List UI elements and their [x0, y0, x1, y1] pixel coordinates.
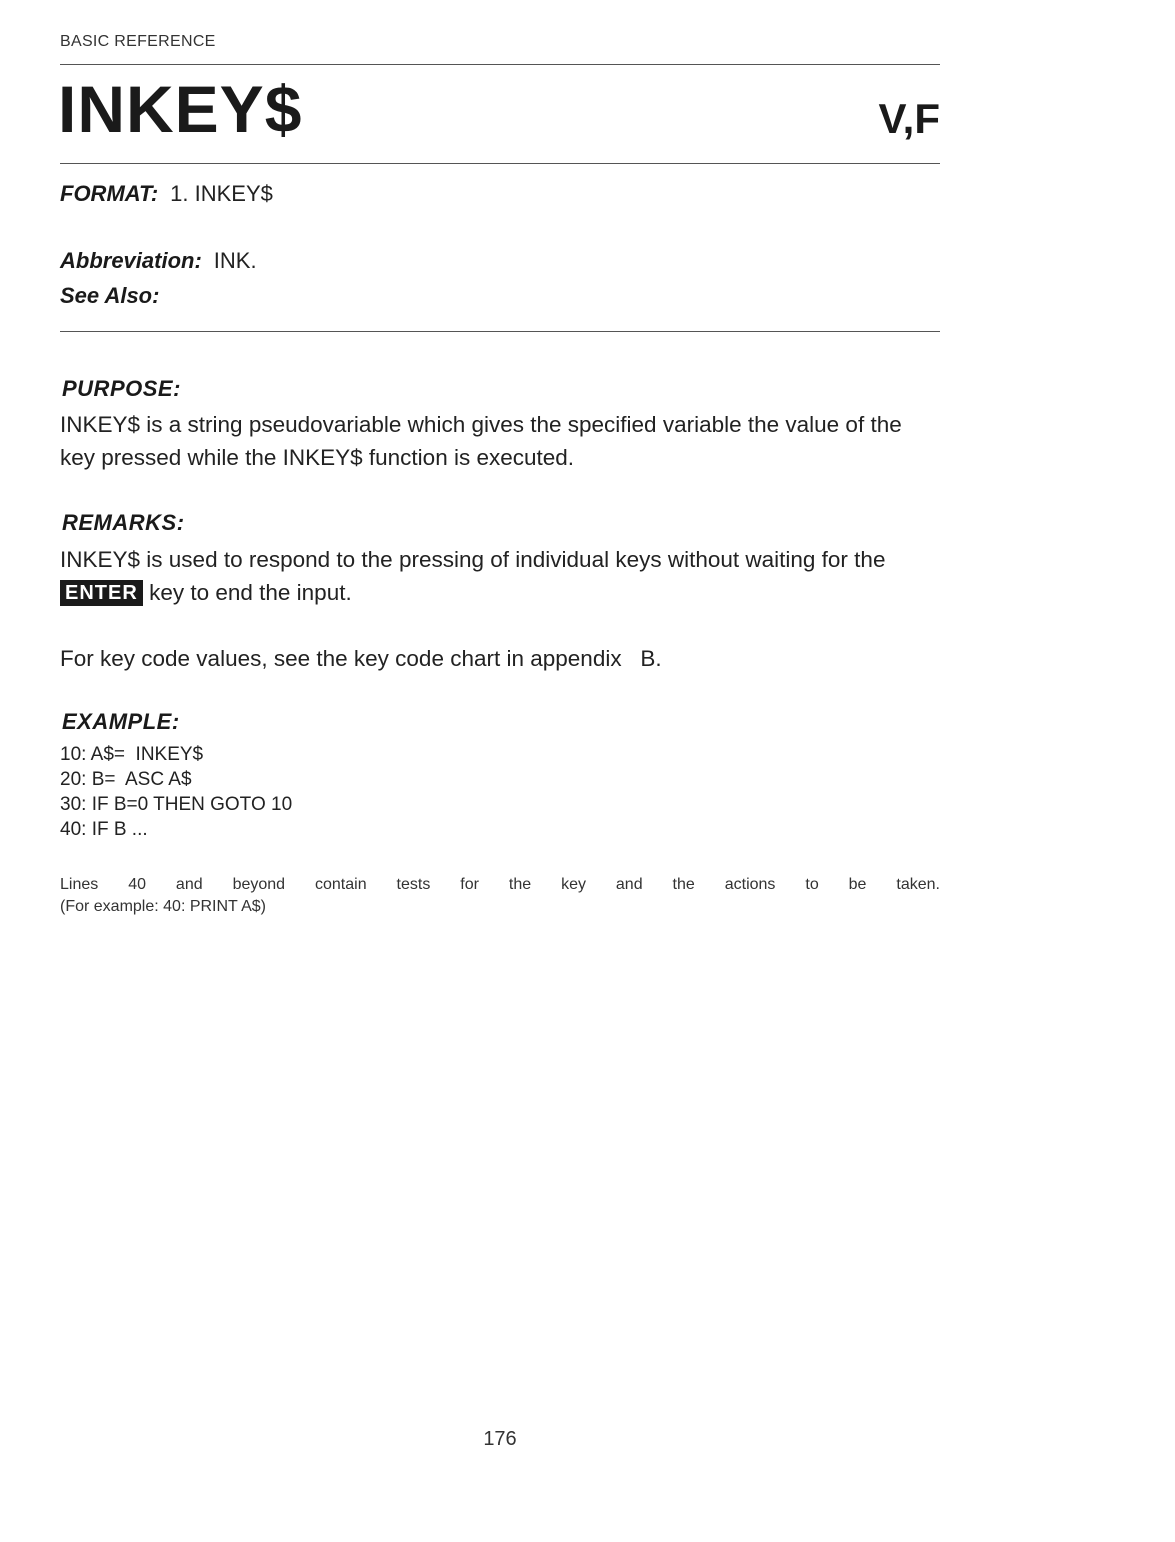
code-line: 30: IF B=0 THEN GOTO 10 [60, 794, 293, 815]
enter-key-icon: ENTER [60, 580, 143, 606]
format-row [60, 181, 273, 207]
abbreviation-label: Abbreviation: [60, 248, 202, 273]
note-line-2: (For example: 40: PRINT A$) [60, 898, 266, 915]
note-word: and [175, 876, 203, 893]
remarks-text [60, 543, 940, 609]
purpose-heading: PURPOSE: [62, 376, 181, 401]
key-code-text: For key code values, see the key code chart in appendix B. [60, 646, 662, 671]
title-divider [60, 163, 940, 164]
code-line: 40: IF B ... [60, 819, 148, 840]
note-word: actions [724, 876, 776, 893]
example-code [60, 742, 292, 842]
remarks-text-after-key: key to end the input. [149, 580, 352, 605]
note-word: tests [396, 876, 431, 893]
page-number: 176 [483, 1428, 517, 1450]
code-line: 10: A$= INKEY$ [60, 744, 204, 765]
note-word: for [460, 876, 479, 893]
note-word: key [561, 876, 586, 893]
note-word: the [508, 876, 532, 893]
note-word: taken. [896, 876, 940, 893]
abbreviation-value: INK. [213, 248, 257, 273]
section-label: BASIC REFERENCE [60, 33, 216, 50]
remarks-text-before-key: INKEY$ is used to respond to the pressing of individual keys without waiting for the [60, 547, 886, 572]
header-divider [60, 64, 940, 65]
command-type: V,F [878, 95, 940, 142]
format-value: 1. INKEY$ [170, 181, 273, 206]
abbreviation-row [60, 248, 257, 274]
example-heading: EXAMPLE: [62, 709, 180, 734]
remarks-heading: REMARKS: [62, 510, 185, 535]
command-title: INKEY$ [58, 72, 303, 146]
code-line: 20: B= ASC A$ [60, 769, 192, 790]
see-also-row [60, 283, 171, 309]
note-line-1 [60, 874, 940, 896]
note-word: 40 [128, 876, 146, 893]
format-label: FORMAT: [60, 181, 159, 206]
note-word: contain [315, 876, 367, 893]
note-word: Lines [60, 876, 99, 893]
note-word: beyond [232, 876, 286, 893]
purpose-text: INKEY$ is a string pseudovariable which gives the specified variable the value of the key pressed while the INKEY$ function is executed. [60, 412, 902, 470]
note-word: to [805, 876, 819, 893]
note-word: and [615, 876, 643, 893]
note-word: be [848, 876, 867, 893]
note-word: the [672, 876, 695, 893]
example-note [60, 874, 940, 918]
see-also-label: See Also: [60, 283, 160, 308]
fields-divider [60, 331, 940, 332]
